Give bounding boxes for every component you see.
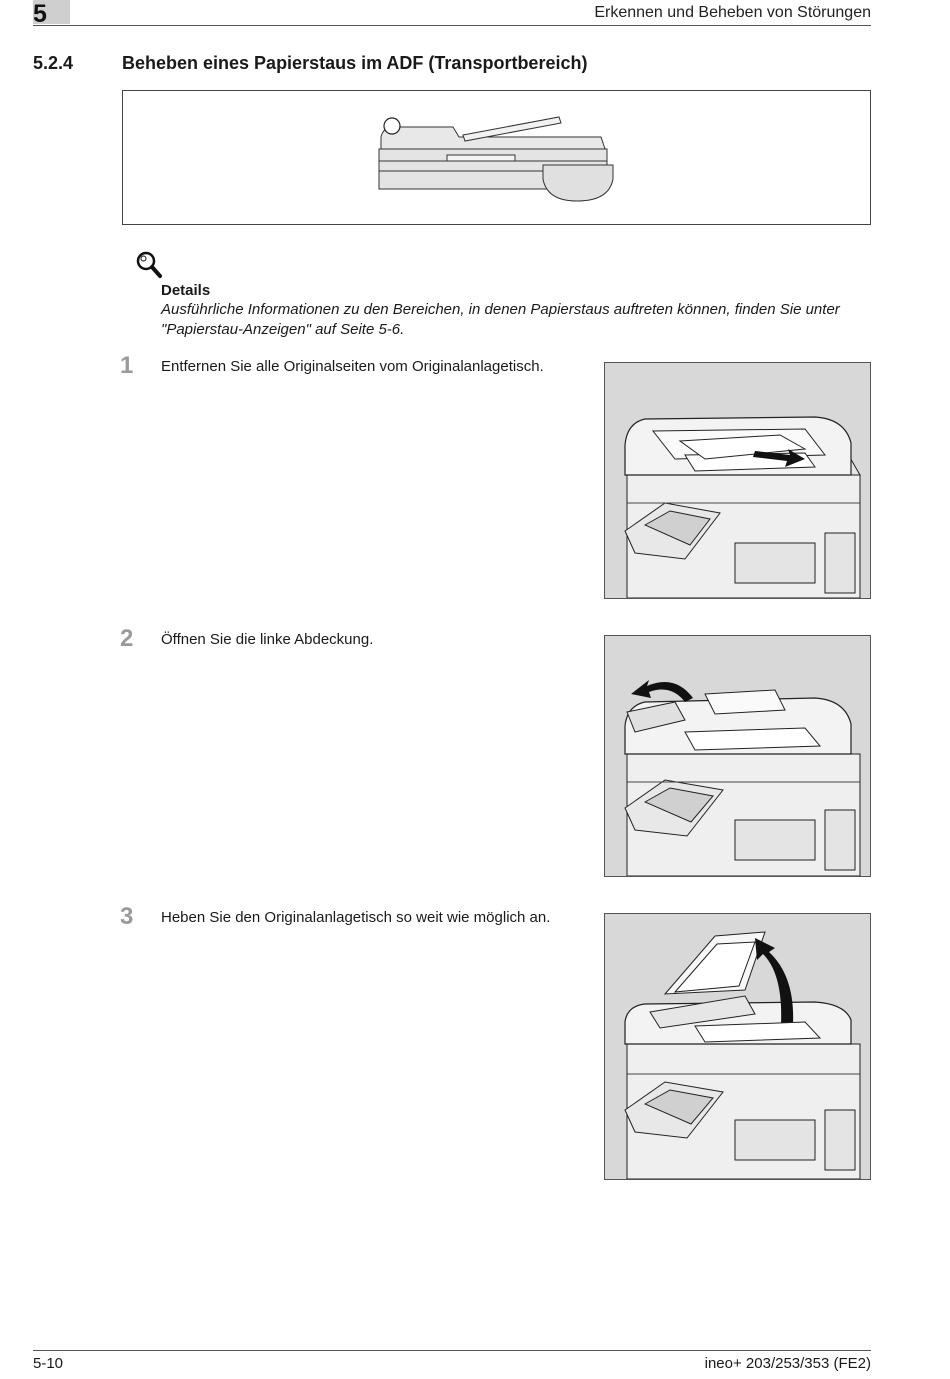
step-instruction: Entfernen Sie alle Originalseiten vom Originalanlagetisch. bbox=[161, 358, 544, 375]
chapter-number: 5 bbox=[33, 0, 47, 28]
step-2-illustration bbox=[604, 635, 871, 877]
step-1-illustration bbox=[604, 362, 871, 599]
footer-divider bbox=[33, 1350, 871, 1351]
chapter-tab bbox=[33, 0, 70, 28]
section-title: Beheben eines Papierstaus im ADF (Transportbereich) bbox=[122, 53, 588, 73]
details-label: Details bbox=[161, 282, 211, 299]
adf-overview-figure bbox=[122, 90, 871, 225]
product-model: ineo+ 203/253/353 (FE2) bbox=[704, 1355, 871, 1372]
step-number: 2 bbox=[120, 625, 134, 652]
chapter-title: Erkennen und Beheben von Störungen bbox=[594, 4, 871, 21]
details-text-line: "Papierstau-Anzeigen" auf Seite 5-6. bbox=[161, 321, 405, 338]
step-instruction: Öffnen Sie die linke Abdeckung. bbox=[161, 631, 374, 648]
details-text-line: Ausführliche Informationen zu den Bereichen, in denen Papierstaus auftreten können, finden Sie unter bbox=[161, 301, 840, 318]
step-instruction: Heben Sie den Originalanlagetisch so weit wie möglich an. bbox=[161, 909, 551, 926]
copier-lift-document-tray-illustration bbox=[605, 914, 870, 1179]
page-number: 5-10 bbox=[33, 1355, 64, 1372]
adf-side-view-illustration bbox=[373, 109, 623, 205]
copier-remove-originals-illustration bbox=[605, 363, 870, 598]
details-text bbox=[161, 300, 876, 340]
magnifier-icon bbox=[136, 251, 162, 284]
step-number: 3 bbox=[120, 903, 134, 930]
header-divider bbox=[33, 25, 871, 26]
copier-open-left-cover-illustration bbox=[605, 636, 870, 876]
step-3-illustration bbox=[604, 913, 871, 1180]
section-number: 5.2.4 bbox=[33, 53, 74, 73]
step-number: 1 bbox=[120, 352, 134, 379]
